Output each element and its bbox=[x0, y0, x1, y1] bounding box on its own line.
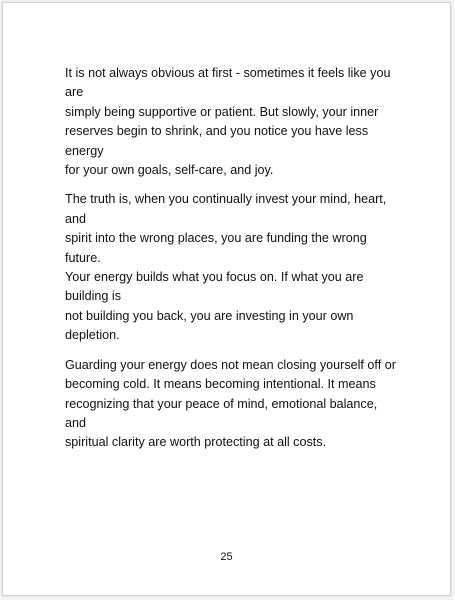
paragraph-1-line-3: reserves begin to shrink, and you notice you have less energy bbox=[65, 124, 369, 158]
paragraph-3-line-3: recognizing that your peace of mind, emotional balance, and bbox=[65, 396, 378, 430]
paragraph-2-line-1: The truth is, when you continually invest your mind, heart, and bbox=[65, 192, 387, 226]
paragraph-1-line-1: It is not always obvious at first - sometimes it feels like you are bbox=[65, 66, 391, 100]
paragraph-3 bbox=[65, 356, 400, 453]
paragraph-1 bbox=[65, 64, 400, 180]
document-page bbox=[2, 2, 451, 596]
paragraph-3-line-4: spiritual clarity are worth protecting at all costs. bbox=[65, 435, 327, 450]
paragraph-1-line-4: for your own goals, self-care, and joy. bbox=[65, 163, 274, 178]
paragraph-3-line-2: becoming cold. It means becoming intentional. It means bbox=[65, 377, 376, 392]
paragraph-2 bbox=[65, 190, 400, 345]
paragraph-2-line-2: spirit into the wrong places, you are funding the wrong future. bbox=[65, 231, 367, 265]
paragraph-2-line-4: not building you back, you are investing in your own depletion. bbox=[65, 308, 354, 343]
page-number: 25 bbox=[220, 551, 233, 563]
paragraph-2-line-3: Your energy builds what you focus on. If what you are building is bbox=[65, 270, 364, 304]
paragraph-1-line-2: simply being supportive or patient. But slowly, your inner bbox=[65, 104, 379, 119]
paragraph-3-line-1: Guarding your energy does not mean closing yourself off or bbox=[65, 357, 396, 372]
page-body bbox=[65, 64, 400, 463]
